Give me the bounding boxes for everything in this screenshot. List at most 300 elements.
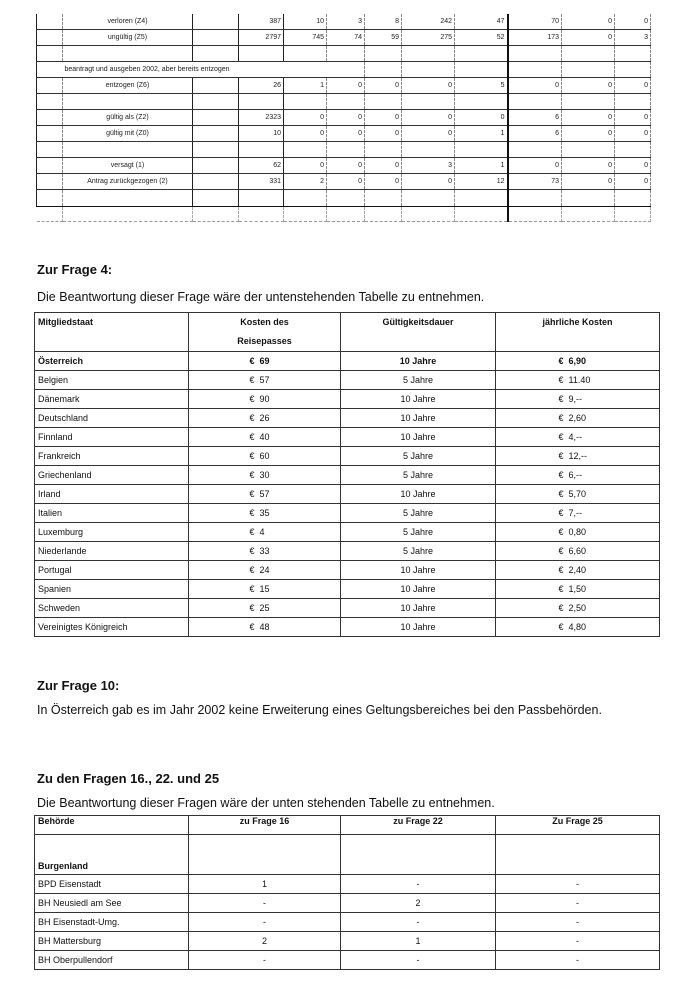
cost-cell: [189, 485, 341, 504]
country-cell: Niederlande: [35, 542, 189, 561]
row-indent-cell: [37, 14, 63, 30]
blank-row: [37, 190, 651, 207]
country-cell: Irland: [35, 485, 189, 504]
value-cell: 26: [239, 78, 284, 94]
value-cell: 0: [284, 110, 327, 126]
header-line: jährliche Kosten: [542, 317, 613, 327]
statistics-table: [36, 14, 651, 222]
empty-cell: [189, 835, 341, 875]
empty-cell: [402, 62, 455, 78]
authority-cell: BPD Eisenstadt: [35, 875, 189, 894]
annual-cost-cell: [496, 466, 660, 485]
country-cell: Frankreich: [35, 447, 189, 466]
cost-cell: [189, 542, 341, 561]
q25-cell: -: [496, 913, 660, 932]
cost-cell: [189, 504, 341, 523]
table-row: [35, 523, 660, 542]
row-label: versagt (1): [63, 158, 193, 174]
empty-cell: [402, 190, 455, 207]
cost-cell: [189, 580, 341, 599]
row-indent-cell: [37, 158, 63, 174]
annual-cost-cell: [496, 390, 660, 409]
empty-cell: [455, 62, 508, 78]
table-row: [35, 428, 660, 447]
annual-cost-cell: [496, 352, 660, 371]
validity-cell: 10 Jahre: [341, 599, 496, 618]
annual-cost-value: € 2,60: [558, 413, 587, 423]
value-cell: 0: [327, 158, 365, 174]
cost-cell: [189, 466, 341, 485]
column-header-authority: Behörde: [35, 816, 189, 835]
column-header-q25: Zu Frage 25: [496, 816, 660, 835]
empty-cell: [341, 835, 496, 875]
row-indent-cell: [37, 62, 63, 78]
annual-cost-value: € 6,--: [558, 470, 583, 480]
value-cell: 0: [365, 78, 402, 94]
country-cell: Portugal: [35, 561, 189, 580]
value-cell: 0: [615, 158, 651, 174]
table-header-row: [35, 816, 660, 835]
empty-cell: [455, 142, 508, 158]
empty-cell: [508, 46, 562, 62]
value-cell: 1: [455, 126, 508, 142]
table-header-row: [35, 313, 660, 352]
annual-cost-cell: [496, 542, 660, 561]
value-cell: 0: [615, 78, 651, 94]
row-label: gültig mit (Z0): [63, 126, 193, 142]
row-indent-cell: [37, 30, 63, 46]
annual-cost-cell: [496, 599, 660, 618]
cost-value: € 57: [249, 489, 270, 499]
empty-cell: [193, 190, 239, 207]
empty-cell: [508, 142, 562, 158]
empty-cell: [455, 94, 508, 110]
value-cell: 3: [615, 30, 651, 46]
cost-cell: [189, 428, 341, 447]
empty-cell: [284, 46, 327, 62]
annual-cost-value: € 11.40: [558, 375, 591, 385]
annual-cost-cell: [496, 371, 660, 390]
table-row: [35, 485, 660, 504]
value-cell: 6: [508, 110, 562, 126]
empty-cell: [63, 142, 193, 158]
empty-cell: [239, 142, 284, 158]
row-label: ungültig (Z5): [63, 30, 193, 46]
validity-cell: 10 Jahre: [341, 428, 496, 447]
validity-cell: 5 Jahre: [341, 371, 496, 390]
cost-value: € 40: [249, 432, 270, 442]
empty-cell: [193, 30, 239, 46]
validity-cell: 10 Jahre: [341, 618, 496, 637]
empty-cell: [193, 207, 239, 222]
country-cell: Schweden: [35, 599, 189, 618]
frage10-text: In Österreich gab es im Jahr 2002 keine Erweiterung eines Geltungsbereiches bei den Passbehörden.: [37, 703, 602, 717]
q25-cell: -: [496, 951, 660, 970]
annual-cost-value: € 0,80: [558, 527, 587, 537]
table-row: [35, 561, 660, 580]
q16-cell: -: [189, 913, 341, 932]
empty-cell: [402, 46, 455, 62]
cost-value: € 35: [249, 508, 270, 518]
empty-cell: [402, 94, 455, 110]
value-cell: 0: [327, 174, 365, 190]
table-row: [35, 580, 660, 599]
empty-cell: [562, 207, 615, 222]
value-cell: 0: [562, 110, 615, 126]
empty-cell: [562, 190, 615, 207]
table-row: [37, 30, 651, 46]
empty-cell: [37, 46, 63, 62]
empty-cell: [496, 835, 660, 875]
validity-cell: 5 Jahre: [341, 504, 496, 523]
table-row: [37, 174, 651, 190]
authority-cell: BH Eisenstadt-Umg.: [35, 913, 189, 932]
value-cell: 0: [562, 174, 615, 190]
empty-cell: [193, 174, 239, 190]
empty-cell: [615, 207, 651, 222]
row-indent-cell: [37, 174, 63, 190]
table-row: [35, 913, 660, 932]
annual-cost-value: € 2,40: [558, 565, 587, 575]
annual-cost-value: € 1,50: [558, 584, 587, 594]
value-cell: 3: [402, 158, 455, 174]
cost-cell: [189, 390, 341, 409]
empty-cell: [37, 207, 63, 222]
fragen16-intro: Die Beantwortung dieser Fragen wäre der unten stehenden Tabelle zu entnehmen.: [37, 796, 495, 810]
cost-value: € 15: [249, 584, 270, 594]
value-cell: 0: [562, 14, 615, 30]
country-cell: Österreich: [35, 352, 189, 371]
value-cell: 0: [615, 14, 651, 30]
validity-cell: 5 Jahre: [341, 466, 496, 485]
cost-cell: [189, 599, 341, 618]
cost-value: € 25: [249, 603, 270, 613]
empty-cell: [239, 94, 284, 110]
value-cell: 0: [562, 126, 615, 142]
table-row: [35, 466, 660, 485]
empty-cell: [284, 190, 327, 207]
value-cell: 5: [455, 78, 508, 94]
empty-cell: [193, 158, 239, 174]
empty-cell: [284, 142, 327, 158]
q22-cell: -: [341, 913, 496, 932]
validity-cell: 10 Jahre: [341, 390, 496, 409]
cost-value: € 26: [249, 413, 270, 423]
country-cell: Luxemburg: [35, 523, 189, 542]
table-row: [35, 951, 660, 970]
cost-cell: [189, 352, 341, 371]
blank-row: [37, 142, 651, 158]
country-cell: Dänemark: [35, 390, 189, 409]
fragen16-heading: Zu den Fragen 16., 22. und 25: [37, 771, 220, 786]
value-cell: 52: [455, 30, 508, 46]
group-label: Burgenland: [35, 835, 189, 875]
authority-table: [34, 815, 660, 970]
annual-cost-cell: [496, 409, 660, 428]
value-cell: 1: [284, 78, 327, 94]
empty-cell: [365, 46, 402, 62]
empty-cell: [615, 142, 651, 158]
value-cell: 0: [562, 78, 615, 94]
value-cell: 0: [562, 158, 615, 174]
empty-cell: [402, 142, 455, 158]
country-cell: Vereinigtes Königreich: [35, 618, 189, 637]
value-cell: 0: [327, 110, 365, 126]
value-cell: 0: [615, 126, 651, 142]
frage10-heading: Zur Frage 10:: [37, 678, 120, 693]
country-cell: Spanien: [35, 580, 189, 599]
q22-cell: 2: [341, 894, 496, 913]
frage4-heading: Zur Frage 4:: [37, 262, 113, 277]
blank-row: [37, 46, 651, 62]
annual-cost-cell: [496, 580, 660, 599]
value-cell: 1: [455, 158, 508, 174]
value-cell: 59: [365, 30, 402, 46]
empty-cell: [37, 190, 63, 207]
table-row: [37, 14, 651, 30]
empty-cell: [562, 94, 615, 110]
value-cell: 0: [508, 158, 562, 174]
q16-cell: 1: [189, 875, 341, 894]
value-cell: 62: [239, 158, 284, 174]
table-row: [35, 875, 660, 894]
annual-cost-cell: [496, 523, 660, 542]
passport-cost-table: [34, 312, 660, 637]
header-line: Reisepasses: [237, 336, 292, 346]
value-cell: 0: [365, 126, 402, 142]
annual-cost-value: € 2,50: [558, 603, 587, 613]
empty-cell: [455, 190, 508, 207]
q22-cell: 1: [341, 932, 496, 951]
value-cell: 10: [239, 126, 284, 142]
empty-cell: [239, 207, 284, 222]
value-cell: 12: [455, 174, 508, 190]
column-header-cost: [189, 313, 341, 352]
annual-cost-value: € 6,90: [558, 356, 587, 366]
empty-cell: [327, 142, 365, 158]
frage4-intro: Die Beantwortung dieser Frage wäre der untenstehenden Tabelle zu entnehmen.: [37, 290, 485, 304]
cost-cell: [189, 618, 341, 637]
header-line: Kosten des: [240, 317, 289, 327]
authority-cell: BH Oberpullendorf: [35, 951, 189, 970]
empty-cell: [615, 46, 651, 62]
value-cell: 2: [284, 174, 327, 190]
empty-cell: [193, 142, 239, 158]
q22-cell: -: [341, 875, 496, 894]
q25-cell: -: [496, 875, 660, 894]
annual-cost-value: € 4,--: [558, 432, 583, 442]
empty-cell: [365, 94, 402, 110]
value-cell: 6: [508, 126, 562, 142]
empty-cell: [193, 94, 239, 110]
empty-cell: [508, 207, 562, 222]
row-label: Antrag zurückgezogen (2): [63, 174, 193, 190]
q16-cell: 2: [189, 932, 341, 951]
value-cell: 10: [284, 14, 327, 30]
column-header-q16: zu Frage 16: [189, 816, 341, 835]
authority-cell: BH Neusiedl am See: [35, 894, 189, 913]
value-cell: 0: [402, 174, 455, 190]
value-cell: 745: [284, 30, 327, 46]
country-cell: Belgien: [35, 371, 189, 390]
value-cell: 3: [327, 14, 365, 30]
cost-cell: [189, 409, 341, 428]
empty-cell: [193, 126, 239, 142]
q25-cell: -: [496, 932, 660, 951]
empty-cell: [365, 190, 402, 207]
value-cell: 0: [327, 126, 365, 142]
table-row: [37, 126, 651, 142]
empty-cell: [63, 190, 193, 207]
table-row: [35, 409, 660, 428]
validity-cell: 10 Jahre: [341, 485, 496, 504]
column-header-q22: zu Frage 22: [341, 816, 496, 835]
column-header-validity: [341, 313, 496, 352]
cost-value: € 60: [249, 451, 270, 461]
authority-cell: BH Mattersburg: [35, 932, 189, 951]
table-row: [35, 371, 660, 390]
empty-cell: [455, 207, 508, 222]
validity-cell: 10 Jahre: [341, 352, 496, 371]
value-cell: 2797: [239, 30, 284, 46]
cost-value: € 57: [249, 375, 270, 385]
validity-cell: 5 Jahre: [341, 447, 496, 466]
table-row: [35, 894, 660, 913]
row-label: verloren (Z4): [63, 14, 193, 30]
annual-cost-value: € 6,60: [558, 546, 587, 556]
cost-cell: [189, 371, 341, 390]
value-cell: 0: [455, 110, 508, 126]
header-line: Mitgliedstaat: [38, 317, 94, 327]
header-line: Gültigkeitsdauer: [382, 317, 454, 327]
empty-cell: [37, 142, 63, 158]
annual-cost-cell: [496, 504, 660, 523]
table-row: [37, 78, 651, 94]
value-cell: 0: [615, 174, 651, 190]
empty-cell: [63, 94, 193, 110]
value-cell: 0: [327, 78, 365, 94]
q16-cell: -: [189, 951, 341, 970]
section-row: [37, 62, 651, 78]
empty-cell: [193, 78, 239, 94]
empty-cell: [327, 207, 365, 222]
country-cell: Griechenland: [35, 466, 189, 485]
value-cell: 0: [562, 30, 615, 46]
validity-cell: 10 Jahre: [341, 580, 496, 599]
empty-cell: [402, 207, 455, 222]
cost-value: € 69: [249, 356, 270, 366]
annual-cost-value: € 4,80: [558, 622, 587, 632]
q25-cell: -: [496, 894, 660, 913]
value-cell: 47: [455, 14, 508, 30]
cost-value: € 33: [249, 546, 270, 556]
value-cell: 242: [402, 14, 455, 30]
cost-value: € 30: [249, 470, 270, 480]
cost-value: € 48: [249, 622, 270, 632]
cost-cell: [189, 561, 341, 580]
cost-cell: [189, 447, 341, 466]
country-cell: Deutschland: [35, 409, 189, 428]
empty-cell: [193, 14, 239, 30]
empty-cell: [562, 142, 615, 158]
country-cell: Finnland: [35, 428, 189, 447]
table-row: [37, 158, 651, 174]
empty-cell: [284, 94, 327, 110]
validity-cell: 5 Jahre: [341, 542, 496, 561]
value-cell: 0: [508, 78, 562, 94]
table-row: [35, 599, 660, 618]
empty-cell: [615, 62, 651, 78]
value-cell: 73: [508, 174, 562, 190]
cost-cell: [189, 523, 341, 542]
row-indent-cell: [37, 110, 63, 126]
annual-cost-value: € 7,--: [558, 508, 583, 518]
value-cell: 2323: [239, 110, 284, 126]
empty-cell: [562, 62, 615, 78]
table-row: [35, 932, 660, 951]
empty-cell: [37, 94, 63, 110]
value-cell: 0: [402, 126, 455, 142]
cost-value: € 90: [249, 394, 270, 404]
empty-cell: [239, 190, 284, 207]
table-row: [35, 352, 660, 371]
empty-cell: [365, 142, 402, 158]
empty-cell: [63, 207, 193, 222]
empty-cell: [365, 207, 402, 222]
annual-cost-cell: [496, 561, 660, 580]
value-cell: 74: [327, 30, 365, 46]
value-cell: 0: [284, 126, 327, 142]
validity-cell: 10 Jahre: [341, 409, 496, 428]
value-cell: 0: [402, 110, 455, 126]
value-cell: 0: [284, 158, 327, 174]
table-row: [35, 447, 660, 466]
empty-cell: [508, 190, 562, 207]
annual-cost-cell: [496, 618, 660, 637]
trailing-row: [37, 207, 651, 222]
q22-cell: -: [341, 951, 496, 970]
empty-cell: [562, 46, 615, 62]
empty-cell: [327, 46, 365, 62]
value-cell: 0: [402, 78, 455, 94]
annual-cost-value: € 9,--: [558, 394, 583, 404]
value-cell: 0: [365, 174, 402, 190]
cost-value: € 4: [249, 527, 265, 537]
country-cell: Italien: [35, 504, 189, 523]
empty-cell: [365, 62, 402, 78]
row-indent-cell: [37, 78, 63, 94]
q16-cell: -: [189, 894, 341, 913]
row-indent-cell: [37, 126, 63, 142]
empty-cell: [455, 46, 508, 62]
empty-cell: [193, 110, 239, 126]
annual-cost-value: € 5,70: [558, 489, 587, 499]
value-cell: 173: [508, 30, 562, 46]
empty-cell: [193, 46, 239, 62]
annual-cost-value: € 12,--: [558, 451, 588, 461]
row-label: gültig als (Z2): [63, 110, 193, 126]
column-header-country: [35, 313, 189, 352]
empty-cell: [239, 46, 284, 62]
column-header-annual-cost: [496, 313, 660, 352]
row-label: entzogen (Z6): [63, 78, 193, 94]
validity-cell: 5 Jahre: [341, 523, 496, 542]
value-cell: 0: [365, 158, 402, 174]
annual-cost-cell: [496, 428, 660, 447]
table-row: [35, 390, 660, 409]
value-cell: 0: [365, 110, 402, 126]
value-cell: 0: [615, 110, 651, 126]
